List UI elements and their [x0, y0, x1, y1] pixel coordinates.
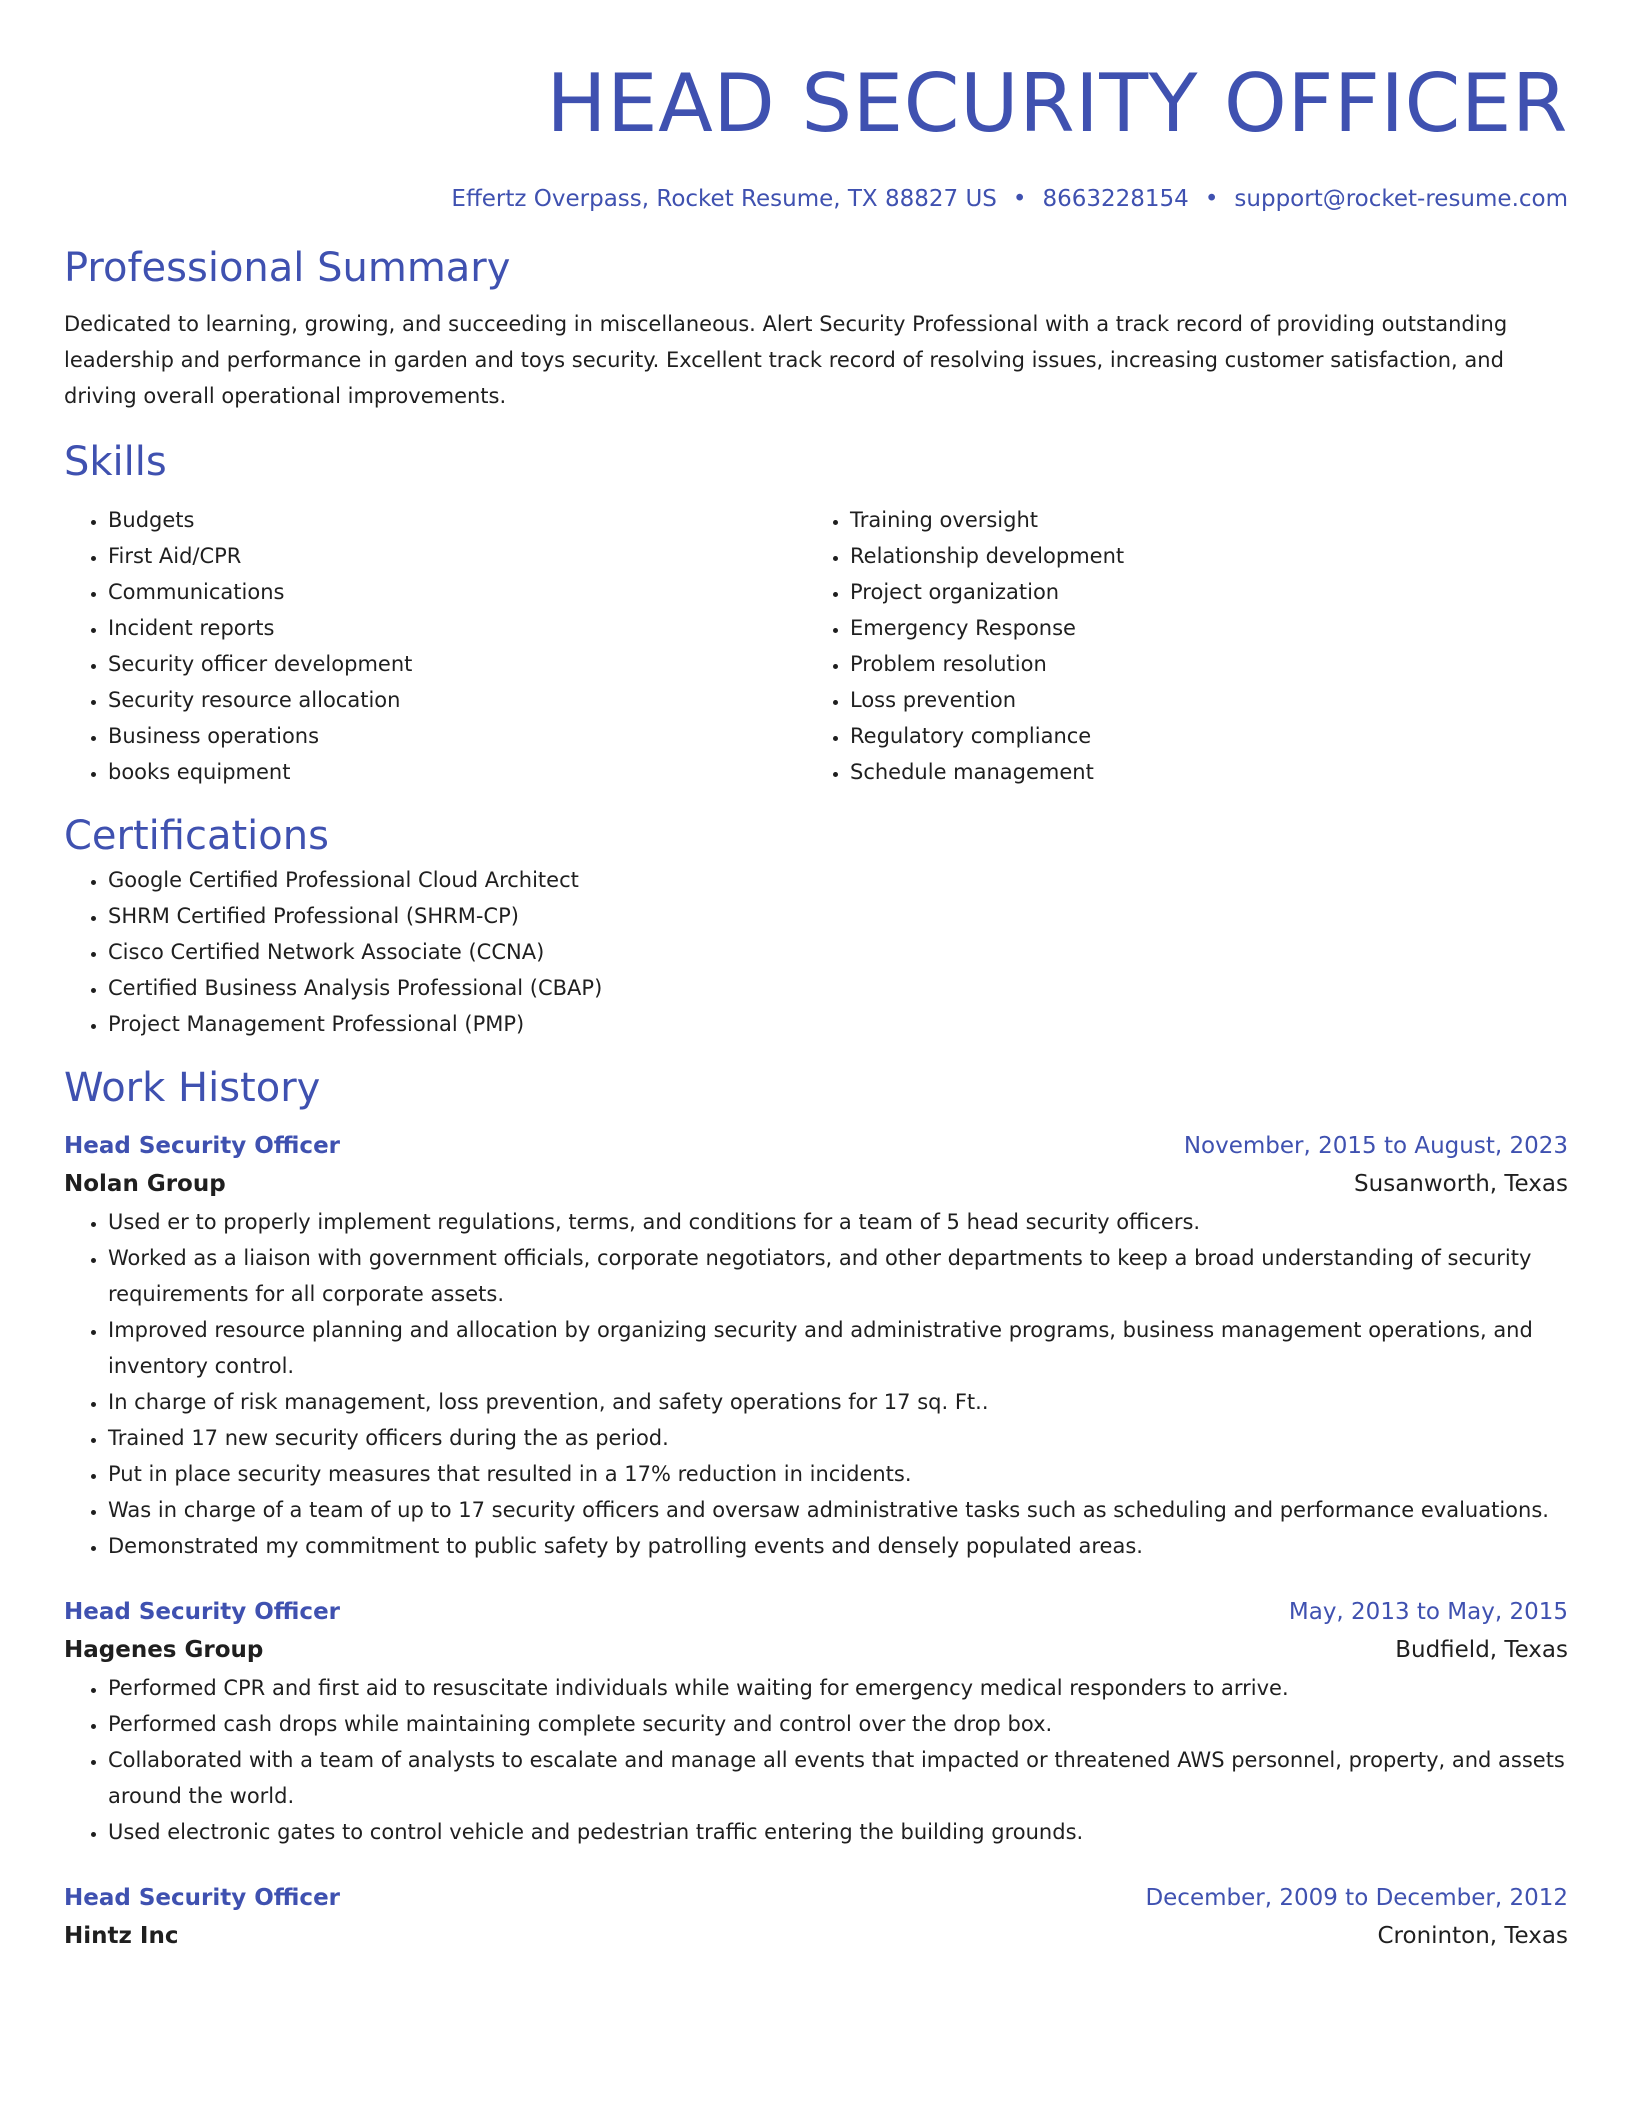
skill-item: • books equipment	[108, 754, 806, 790]
job-duty-item: • In charge of risk management, loss prevention, and safety operations for 17 sq. Ft..	[108, 1384, 1568, 1420]
job-title-row	[64, 1594, 1568, 1630]
job-duty-item: • Used electronic gates to control vehicle and pedestrian traffic entering the building grounds.	[108, 1814, 1568, 1850]
job-duty-item: • Improved resource planning and allocation by organizing security and administrative programs, business management operations, and inventory control.	[108, 1312, 1568, 1384]
job-dates: December, 2009 to December, 2012	[1145, 1885, 1568, 1911]
skills-grid	[64, 502, 1568, 790]
skill-item: • Communications	[108, 574, 806, 610]
job-duty-item: • Performed cash drops while maintaining complete security and control over the drop box.	[108, 1706, 1568, 1742]
job-duty-item: • Demonstrated my commitment to public safety by patrolling events and densely populated areas.	[108, 1528, 1568, 1564]
job-entry	[64, 1128, 1568, 1564]
job-entry	[64, 1594, 1568, 1850]
job-duties-list	[64, 1204, 1568, 1564]
job-company: Nolan Group	[64, 1171, 226, 1197]
job-duties-list	[64, 1670, 1568, 1850]
job-duty-item: • Performed CPR and first aid to resuscitate individuals while waiting for emergency medical responders to arrive.	[108, 1670, 1568, 1706]
contact-address: Effertz Overpass, Rocket Resume, TX 88827 US	[451, 186, 997, 212]
certification-item: • SHRM Certified Professional (SHRM-CP)	[108, 898, 1568, 934]
job-company: Hintz Inc	[64, 1923, 179, 1949]
job-title: Head Security Officer	[64, 1885, 341, 1911]
skills-list-right	[806, 502, 1548, 790]
job-company-row	[64, 1630, 1568, 1670]
skill-item: • Problem resolution	[850, 646, 1548, 682]
job-duty-item: • Was in charge of a team of up to 17 security officers and oversaw administrative tasks such as scheduling and performance evaluations.	[108, 1492, 1568, 1528]
certification-item: • Project Management Professional (PMP)	[108, 1006, 1568, 1042]
skill-item: • Emergency Response	[850, 610, 1548, 646]
skill-item: • Schedule management	[850, 754, 1548, 790]
skill-item: • Project organization	[850, 574, 1548, 610]
summary-heading: Professional Summary	[64, 245, 511, 291]
skill-item: • First Aid/CPR	[108, 538, 806, 574]
job-company-row	[64, 1164, 1568, 1204]
job-title-row	[64, 1128, 1568, 1164]
skill-item: • Training oversight	[850, 502, 1548, 538]
contact-separator: •	[1012, 186, 1027, 212]
skills-list-left	[64, 502, 806, 790]
certification-item: • Cisco Certified Network Associate (CCNA)	[108, 934, 1568, 970]
skills-heading: Skills	[64, 439, 167, 485]
job-duty-item: • Collaborated with a team of analysts to escalate and manage all events that impacted or threatened AWS personnel, property, and assets around the world.	[108, 1742, 1568, 1814]
contact-separator: •	[1204, 186, 1219, 212]
job-entry	[64, 1880, 1568, 1956]
job-dates: May, 2013 to May, 2015	[1288, 1599, 1568, 1625]
resume-title: HEAD SECURITY OFFICER	[546, 57, 1568, 150]
job-title: Head Security Officer	[64, 1133, 341, 1159]
contact-email: support@rocket-resume.com	[1234, 186, 1568, 212]
contact-phone: 8663228154	[1042, 186, 1189, 212]
job-company: Hagenes Group	[64, 1637, 264, 1663]
skill-item: • Security officer development	[108, 646, 806, 682]
work-history-heading: Work History	[64, 1065, 321, 1111]
job-company-row	[64, 1916, 1568, 1956]
certifications-heading: Certifications	[64, 813, 329, 859]
skill-item: • Relationship development	[850, 538, 1548, 574]
certification-item: • Certified Business Analysis Professional (CBAP)	[108, 970, 1568, 1006]
skills-column-right	[806, 502, 1548, 790]
job-title-row	[64, 1880, 1568, 1916]
skill-item: • Budgets	[108, 502, 806, 538]
skill-item: • Loss prevention	[850, 682, 1548, 718]
skill-item: • Regulatory compliance	[850, 718, 1548, 754]
certifications-list	[64, 862, 1568, 1042]
skills-column-left	[64, 502, 806, 790]
job-location: Croninton, Texas	[1377, 1923, 1568, 1949]
skill-item: • Security resource allocation	[108, 682, 806, 718]
job-location: Budfield, Texas	[1395, 1637, 1568, 1663]
summary-text: Dedicated to learning, growing, and succeeding in miscellaneous. Alert Security Professional with a track record of providing outstanding leadership and performance in garden and toys security. Excellent track record of resolving issues, increasing customer satisfaction, and driving overall operational improvements.	[64, 312, 1508, 408]
job-duty-item: • Used er to properly implement regulations, terms, and conditions for a team of 5 head security officers.	[108, 1204, 1568, 1240]
contact-line	[64, 184, 1568, 214]
job-dates: November, 2015 to August, 2023	[1183, 1133, 1568, 1159]
skill-item: • Business operations	[108, 718, 806, 754]
skill-item: • Incident reports	[108, 610, 806, 646]
certification-item: • Google Certified Professional Cloud Architect	[108, 862, 1568, 898]
job-location: Susanworth, Texas	[1354, 1171, 1568, 1197]
job-duty-item: • Trained 17 new security officers during the as period.	[108, 1420, 1568, 1456]
job-duty-item: • Put in place security measures that resulted in a 17% reduction in incidents.	[108, 1456, 1568, 1492]
job-title: Head Security Officer	[64, 1599, 341, 1625]
job-duty-item: • Worked as a liaison with government officials, corporate negotiators, and other departments to keep a broad understanding of security requirements for all corporate assets.	[108, 1240, 1568, 1312]
